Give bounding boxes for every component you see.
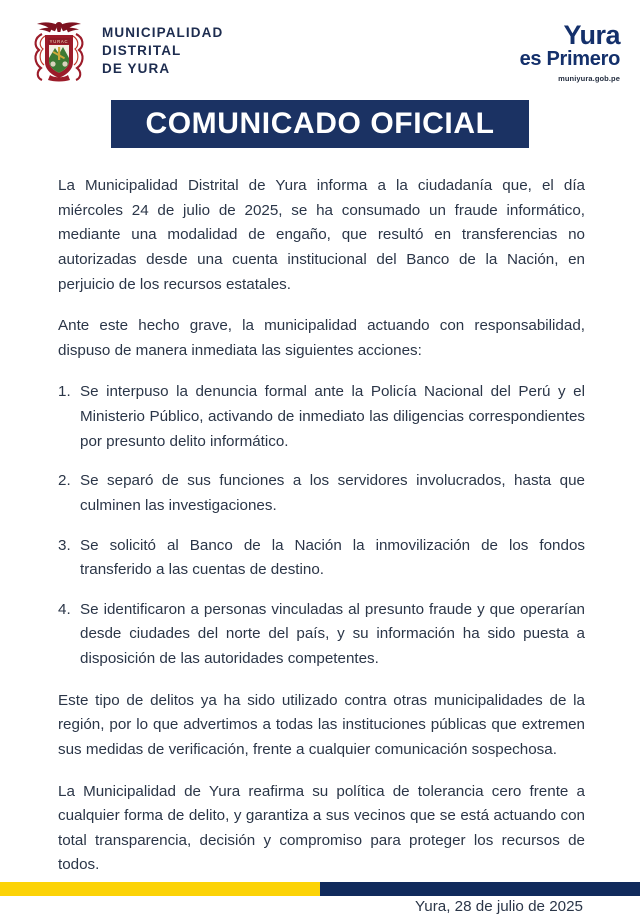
document-header xyxy=(0,0,640,96)
crest-motto-text: YURAC xyxy=(49,38,69,44)
municipality-name-line-3: DE YURA xyxy=(102,60,171,76)
brand-line-es-primero: es Primero xyxy=(519,48,620,71)
municipality-name xyxy=(102,24,223,77)
paragraph-actions-lead: Ante este hecho grave, la municipalidad actuando con responsabilidad, dispuso de manera inmediata las siguientes acciones: xyxy=(58,317,585,359)
paragraph-warning: Este tipo de delitos ya ha sido utilizado contra otras municipalidades de la región, por lo que advertimos a todas las instituciones públicas que extremen sus medidas de verificación, frente a cualquier comunicación sospechosa. xyxy=(58,691,585,758)
brand-website-url: muniyura.gob.pe xyxy=(558,74,620,84)
municipality-name-line-2: DISTRITAL xyxy=(102,43,182,59)
title-banner-wrapper xyxy=(0,100,640,148)
title-banner xyxy=(111,100,529,148)
yura-coat-of-arms-icon xyxy=(28,18,90,84)
list-item: Se interpuso la denuncia formal ante la Policía Nacional del Perú y el Ministerio Público, activando de inmediato las diligencias correspondientes por presunto delito informático. xyxy=(80,383,585,450)
paragraph-intro: La Municipalidad Distrital de Yura informa a la ciudadanía que, el día miércoles 24 de julio de 2025, se ha consumado un fraude informático, mediante una modalidad de engaño, que resultó en transferencias no autorizadas desde una cuenta institucional del Banco de la Nación, en perjuicio de los recursos estatales. xyxy=(58,177,585,293)
footer-bar-yellow-segment xyxy=(0,882,320,896)
paragraph-commitment: La Municipalidad de Yura reafirma su política de tolerancia cero frente a cualquier forma de delito, y garantiza a sus vecinos que se está actuando con total transparencia, decisión y compromiso para proteger los recursos de todos. xyxy=(58,782,585,874)
municipality-identity xyxy=(28,18,223,84)
municipality-name-line-1: MUNICIPALIDAD xyxy=(102,25,224,41)
document-body xyxy=(0,148,640,920)
signoff-place-date: Yura, 28 de julio de 2025 xyxy=(414,898,583,915)
brand-line-yura: Yura xyxy=(563,20,620,50)
list-item: Se solicitó al Banco de la Nación la inmovilización de los fondos transferido a las cuentas de destino. xyxy=(80,536,585,579)
actions-list xyxy=(58,380,585,671)
list-item: Se identificaron a personas vinculadas al presunto fraude y que operarían desde ciudades del norte del país, y su información ha sido puesta a disposición de las autoridades competentes. xyxy=(80,600,585,667)
document-title: COMUNICADO OFICIAL xyxy=(145,107,495,140)
list-item: Se separó de sus funciones a los servidores involucrados, hasta que culminen las investigaciones. xyxy=(80,472,585,514)
footer-bar-navy-segment xyxy=(320,882,640,896)
yura-es-primero-logo xyxy=(520,22,620,83)
footer-color-bar xyxy=(0,882,640,896)
